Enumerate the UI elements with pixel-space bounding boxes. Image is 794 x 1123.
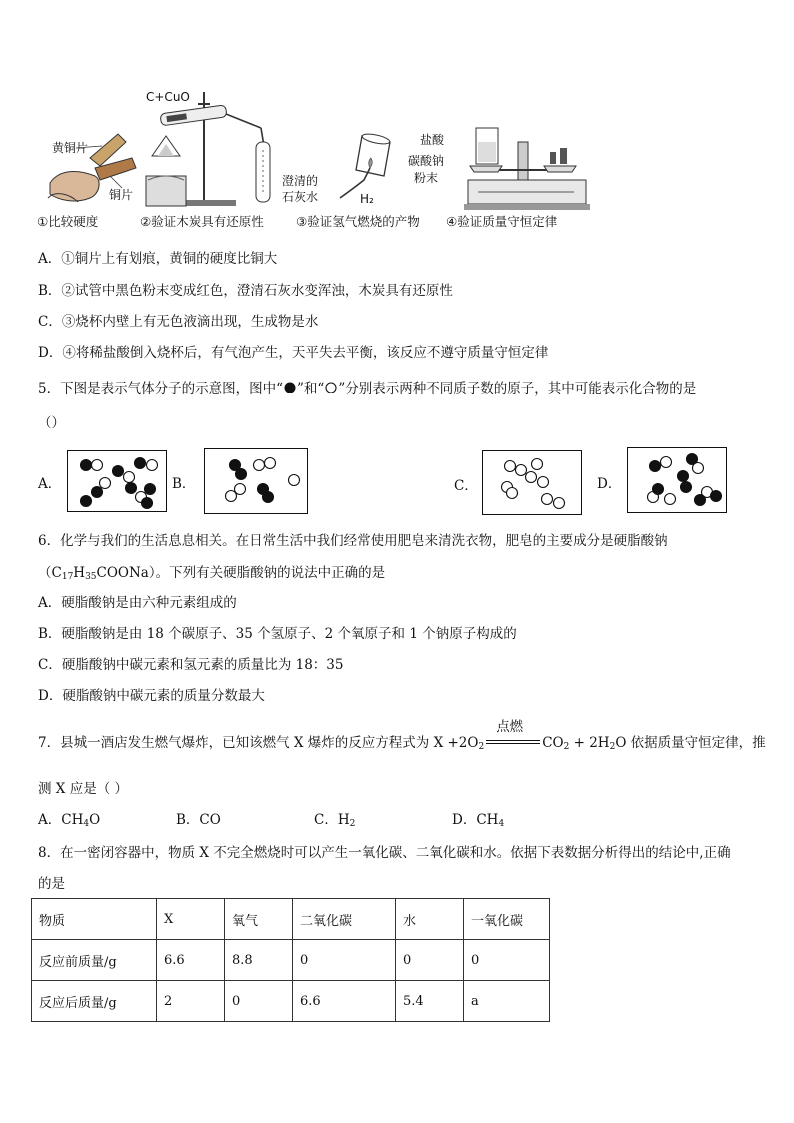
q5-paren: （） [38, 415, 65, 431]
molecule-box-d [627, 447, 727, 513]
equals-sign [486, 740, 540, 744]
mass-data-table [31, 898, 550, 1022]
light-atom-icon [324, 381, 338, 393]
molecule-diagram-b [205, 449, 307, 513]
molecule-box-c [482, 450, 582, 515]
molecule-diagram-d [628, 448, 726, 512]
caption-4: ④验证质量守恒定律 [446, 214, 558, 229]
dark-atom-icon [283, 381, 297, 393]
table-cell: 0 [464, 940, 550, 981]
q4-option-c: C．③烧杯内壁上有无色液滴出现，生成物是水 [38, 314, 319, 330]
acid-label: 盐酸 [420, 133, 445, 147]
q7-option-b: B．CO [176, 812, 221, 828]
h2-label: H₂ [360, 192, 374, 206]
table-cell: 反应前质量/g [32, 940, 157, 981]
copper-label: 铜片 [109, 188, 134, 202]
q5-letter-d: D． [597, 476, 622, 492]
q7-option-a: A．$CH_4O$ [38, 812, 101, 829]
molecule-box-a [67, 450, 167, 512]
table-header-cell: 水 [396, 899, 464, 940]
table-cell: a [464, 981, 550, 1022]
condition-label: 点燃 [496, 719, 524, 735]
balance-illustration [460, 122, 592, 212]
q4-option-b: B．②试管中黑色粉末变成红色，澄清石灰水变浑浊，木炭具有还原性 [38, 283, 453, 299]
molecule-box-b [204, 448, 308, 514]
table-cell: 8.8 [225, 940, 293, 981]
table-row [32, 940, 550, 981]
q7-stem-line2: 测 X 应是（ ） [38, 781, 128, 797]
carbonate-label-line1: 碳酸钠 [408, 154, 445, 168]
brass-label: 黄铜片 [52, 141, 89, 155]
q6-option-c: C．硬脂酸钠中碳元素和氢元素的质量比为 18：35 [38, 657, 344, 673]
table-cell: 0 [293, 940, 396, 981]
q4-option-a: A．①铜片上有划痕，黄铜的硬度比铜大 [38, 251, 278, 267]
table-header-cell: 一氧化碳 [464, 899, 550, 940]
q5-letter-b: B． [172, 476, 196, 492]
q8-stem-line2: 的是 [38, 876, 65, 892]
table-header-cell: 物质 [32, 899, 157, 940]
reaction-condition [484, 719, 542, 752]
table-cell: 2 [157, 981, 225, 1022]
q6-option-d: D．硬脂酸钠中碳元素的质量分数最大 [38, 688, 265, 704]
table-header-cell: X [157, 899, 225, 940]
q5-stem: 5．下图是表示气体分子的示意图，图中“ ”和“ ”分别表示两种不同质子数的原子，其中可能表示化合物的是 [38, 381, 697, 397]
table-cell: 6.6 [293, 981, 396, 1022]
reactant-label: C+CuO [146, 90, 190, 104]
table-row [32, 981, 550, 1022]
caption-2: ②验证木炭具有还原性 [140, 214, 264, 229]
q6-stem-line1: 6．化学与我们的生活息息相关。在日常生活中我们经常使用肥皂来清洗衣物，肥皂的主要成分是硬脂酸钠 [38, 533, 668, 549]
table-header-row [32, 899, 550, 940]
carbonate-label-line2: 粉末 [414, 171, 439, 185]
table-cell: 0 [225, 981, 293, 1022]
q7-option-d: D．$CH_4$ [452, 812, 505, 829]
limewater-label-line2: 石灰水 [282, 190, 319, 204]
table-cell: 反应后质量/g [32, 981, 157, 1022]
table-header-cell: 氧气 [225, 899, 293, 940]
table-cell: 5.4 [396, 981, 464, 1022]
q6-option-a: A．硬脂酸钠是由六种元素组成的 [38, 595, 237, 611]
molecule-diagram-a [68, 451, 166, 511]
q6-option-b: B．硬脂酸钠是由 18 个碳原子、35 个氢原子、2 个氧原子和 1 个钠原子构成的 [38, 626, 517, 642]
q7-option-c: C．$H_2$ [314, 812, 356, 829]
q5-letter-a: A． [38, 476, 62, 492]
table-cell: 0 [396, 940, 464, 981]
table-cell: 6.6 [157, 940, 225, 981]
q6-stem-line2: $(C_{17}H_{35}COONa)$。下列有关硬脂酸钠的说法中正确的是 [38, 565, 386, 582]
limewater-label-line1: 澄清的 [282, 174, 319, 188]
caption-3: ③验证氢气燃烧的产物 [296, 214, 420, 229]
table-header-cell: 二氧化碳 [293, 899, 396, 940]
q7-stem-line1: 7．县城一酒店发生燃气爆炸，已知该燃气 X 爆炸的反应方程式为 $X +2O_2$ 点燃 $CO_2 + 2H_2O$ 依据质量守恒定律，推 [38, 719, 766, 752]
q8-stem-line1: 8．在一密闭容器中，物质 X 不完全燃烧时可以产生一氧化碳、二氧化碳和水。依据下表数据分析得出的结论中,正确 [38, 845, 731, 861]
molecule-diagram-c [483, 451, 581, 514]
q4-option-d: D．④将稀盐酸倒入烧杯后，有气泡产生，天平失去平衡，该反应不遵守质量守恒定律 [38, 345, 549, 361]
q5-letter-c: C． [454, 478, 478, 494]
caption-1: ①比较硬度 [37, 214, 99, 229]
